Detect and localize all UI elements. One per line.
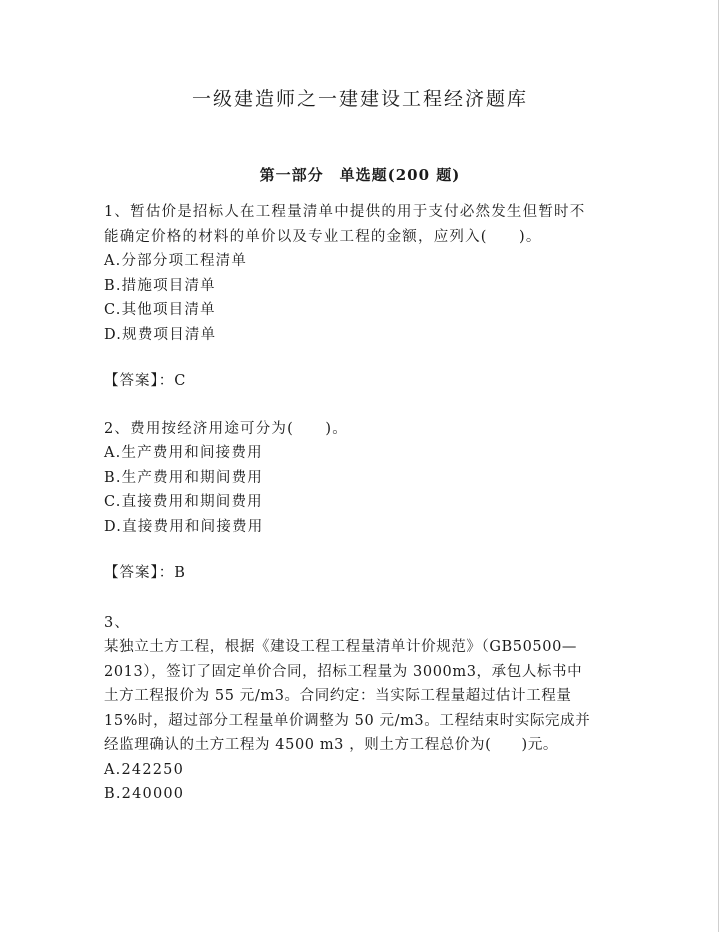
question-1 (104, 200, 624, 417)
page-title: 一级建造师之一建建设工程经济题库 (191, 88, 528, 110)
question-2-answer: 【答案】：B (104, 565, 186, 581)
question-3-stem-line-4: 15%时，超过部分工程量单价调整为 50 元/m3。工程结束时实际完成并 (104, 712, 591, 729)
page-edge (718, 0, 719, 932)
question-1-stem-line-1: 1、暂估价是招标人在工程量清单中提供的用于支付必然发生但暂时不 (104, 204, 586, 220)
question-3-option-b: B.240000 (104, 786, 185, 802)
question-1-option-a: A.分部分项工程清单 (104, 253, 248, 269)
question-3-number: 3、 (104, 614, 131, 631)
question-2-option-c: C.直接费用和期间费用 (104, 494, 263, 510)
question-3-stem-line-1: 某独立土方工程，根据《建设工程工程量清单计价规范》（GB50500— (104, 639, 578, 655)
question-1-answer: 【答案】：C (104, 373, 187, 389)
question-1-option-d: D.规费项目清单 (104, 326, 217, 343)
question-3-option-a: A.242250 (104, 761, 185, 778)
question-3-stem-line-3: 土方工程报价为 55 元/m3。合同约定：当实际工程量超过估计工程量 (104, 688, 572, 704)
question-2 (104, 417, 624, 609)
question-2-option-a: A.生产费用和间接费用 (104, 445, 263, 461)
question-2-option-d: D.直接费用和间接费用 (104, 518, 264, 535)
question-1-stem-line-2: 能确定价格的材料的单价以及专业工程的金额，应列入( )。 (104, 228, 542, 245)
question-3-stem-line-5: 经监理确认的土方工程为 4500 m3 ，则土方工程总价为( )元。 (104, 737, 559, 753)
question-3-stem-line-2: 2013），签订了固定单价合同，招标工程量为 3000m3，承包人标书中 (104, 663, 583, 680)
section-heading: 第一部分 单选题(200 题) (259, 166, 461, 184)
question-list (104, 200, 624, 807)
question-2-option-b: B.生产费用和期间费用 (104, 469, 263, 486)
question-3-stem (104, 635, 624, 758)
question-3 (104, 611, 624, 807)
question-1-option-b: B.措施项目清单 (104, 277, 216, 294)
question-2-stem-line-1: 2、费用按经济用途可分为( )。 (104, 420, 348, 437)
question-1-option-c: C.其他项目清单 (104, 302, 216, 318)
